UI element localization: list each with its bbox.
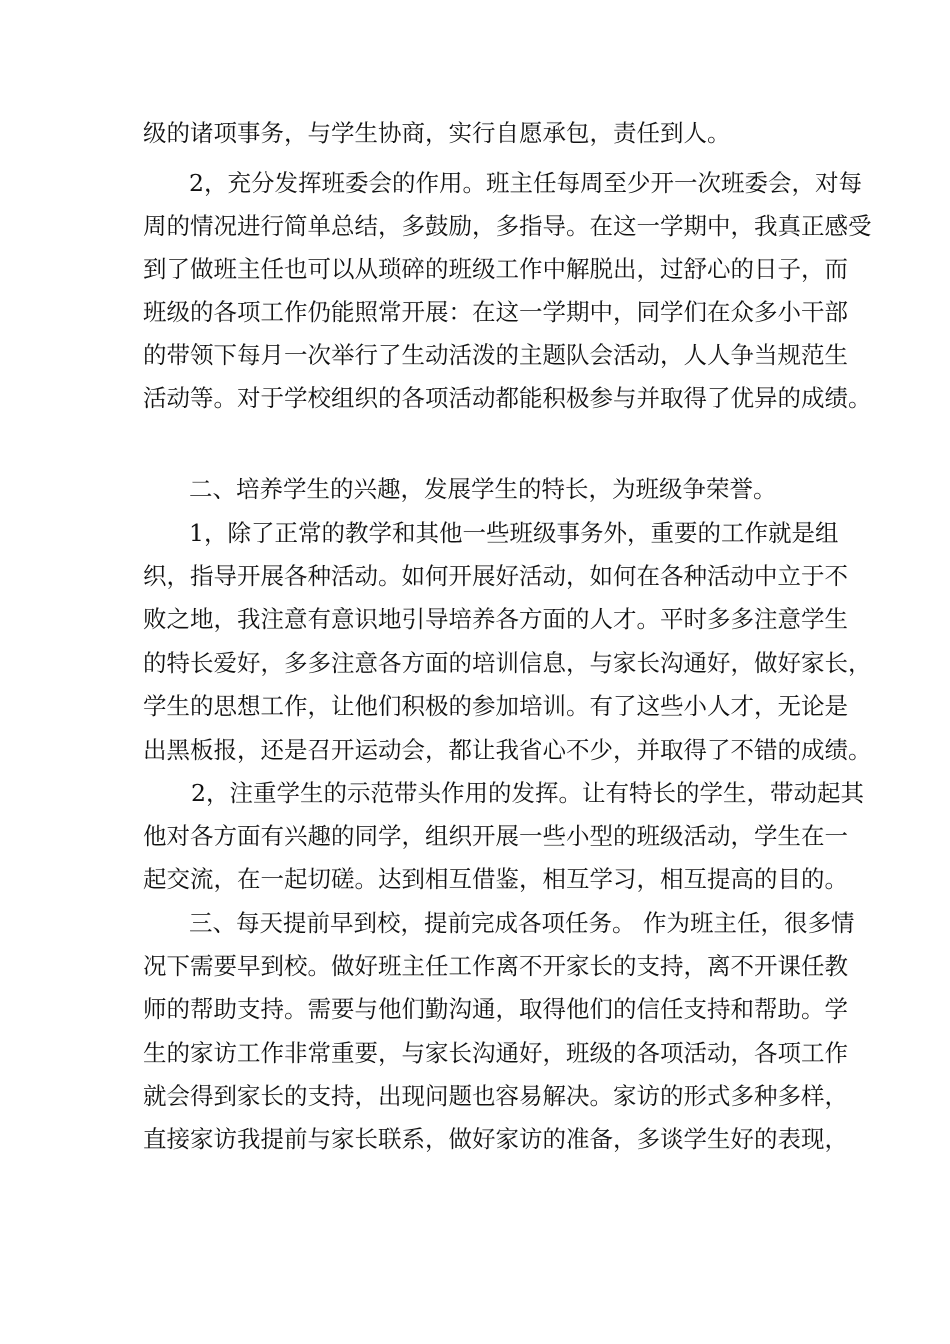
text-line: 周的情况进行简单总结，多鼓励，多指导。在这一学期中，我真正感受 (143, 212, 872, 240)
text-line: 织，指导开展各种活动。如何开展好活动，如何在各种活动中立于不 (143, 562, 848, 590)
text-line: 他对各方面有兴趣的同学，组织开展一些小型的班级活动，学生在一 (143, 822, 848, 850)
text-line: 的特长爱好，多多注意各方面的培训信息，与家长沟通好，做好家长， (143, 649, 872, 677)
text-line: 况下需要早到校。做好班主任工作离不开家长的支持，离不开课任教 (143, 952, 848, 980)
text-line: 败之地，我注意有意识地引导培养各方面的人才。平时多多注意学生 (143, 605, 848, 633)
text-line: 的带领下每月一次举行了生动活泼的主题队会活动，人人争当规范生 (143, 341, 848, 369)
text-line: 1，除了正常的教学和其他一些班级事务外，重要的工作就是组 (189, 519, 839, 547)
text-line: 2，充分发挥班委会的作用。班主任每周至少开一次班委会，对每 (189, 169, 862, 197)
text-line: 就会得到家长的支持，出现问题也容易解决。家访的形式多种多样， (143, 1082, 848, 1110)
text-line: 2，注重学生的示范带头作用的发挥。让有特长的学生，带动起其 (191, 779, 864, 807)
text-line: 到了做班主任也可以从琐碎的班级工作中解脱出，过舒心的日子，而 (143, 255, 848, 283)
text-line: 起交流，在一起切磋。达到相互借鉴，相互学习，相互提高的目的。 (143, 865, 848, 893)
section-heading: 三、每天提前早到校，提前完成各项任务。 作为班主任，很多情 (189, 909, 855, 937)
text-line: 学生的思想工作，让他们积极的参加培训。有了这些小人才，无论是 (143, 692, 848, 720)
text-line: 生的家访工作非常重要，与家长沟通好，班级的各项活动，各项工作 (143, 1039, 848, 1067)
text-line: 级的诸项事务，与学生协商，实行自愿承包，责任到人。 (143, 119, 731, 147)
text-line: 出黑板报，还是召开运动会，都让我省心不少，并取得了不错的成绩。 (143, 736, 872, 764)
text-line: 师的帮助支持。需要与他们勤沟通，取得他们的信任支持和帮助。学 (143, 995, 848, 1023)
section-heading: 二、培养学生的兴趣，发展学生的特长，为班级争荣誉。 (189, 475, 777, 503)
text-line: 直接家访我提前与家长联系，做好家访的准备，多谈学生好的表现， (143, 1125, 848, 1153)
text-line: 活动等。对于学校组织的各项活动都能积极参与并取得了优异的成绩。 (143, 384, 872, 412)
text-line: 班级的各项工作仍能照常开展：在这一学期中，同学们在众多小干部 (143, 298, 848, 326)
